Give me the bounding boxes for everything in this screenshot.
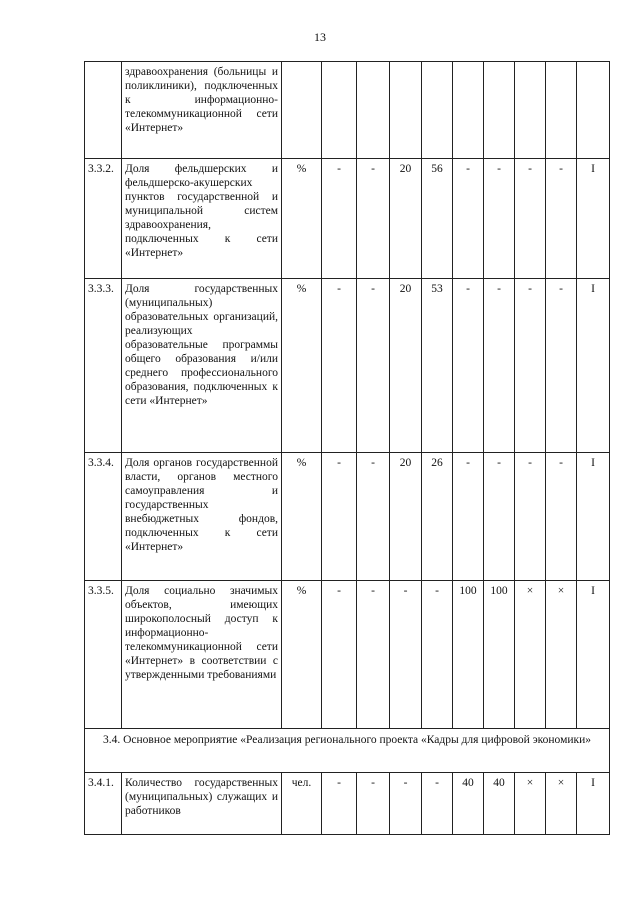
row-number: 3.4.1. (85, 773, 122, 835)
page-number: 13 (314, 30, 326, 44)
priority-cell: I (577, 159, 610, 279)
value-cell: - (546, 279, 577, 453)
table-row (85, 773, 610, 835)
indicator-name: Доля социально значимых объектов, имеющих широкополосный доступ к информационно-телекоммуникационной сети «Интернет» в соответствии с утвержденными требованиями (122, 581, 282, 729)
unit-cell: чел. (282, 773, 322, 835)
value-cell: 40 (453, 773, 484, 835)
value-cell: - (357, 773, 390, 835)
section-row (85, 729, 610, 773)
table-row (85, 62, 610, 159)
value-cell: - (390, 773, 422, 835)
value-cell: - (357, 159, 390, 279)
indicator-name: Доля государственных (муниципальных) образовательных организаций, реализующих образовательные программы общего образования и/или среднего профессионального образования, подключенных к сети «Интернет» (122, 279, 282, 453)
indicator-table (84, 61, 610, 835)
section-heading: 3.4. Основное мероприятие «Реализация регионального проекта «Кадры для цифровой экономики» (85, 729, 610, 773)
value-cell: - (484, 453, 515, 581)
unit-cell: % (282, 159, 322, 279)
row-number: 3.3.3. (85, 279, 122, 453)
value-cell: × (546, 773, 577, 835)
unit-cell: % (282, 279, 322, 453)
table-row (85, 453, 610, 581)
priority-cell: I (577, 453, 610, 581)
value-cell: × (515, 773, 546, 835)
value-cell (515, 62, 546, 159)
value-cell (390, 62, 422, 159)
unit-cell: % (282, 581, 322, 729)
unit-cell (282, 62, 322, 159)
value-cell (546, 62, 577, 159)
row-number: 3.3.5. (85, 581, 122, 729)
value-cell: - (422, 773, 453, 835)
value-cell: - (422, 581, 453, 729)
value-cell: - (390, 581, 422, 729)
value-cell: - (546, 159, 577, 279)
value-cell (322, 62, 357, 159)
value-cell: - (453, 279, 484, 453)
value-cell: 40 (484, 773, 515, 835)
value-cell: - (357, 279, 390, 453)
value-cell: 56 (422, 159, 453, 279)
priority-cell (577, 62, 610, 159)
value-cell: - (546, 453, 577, 581)
value-cell: 53 (422, 279, 453, 453)
value-cell: - (322, 773, 357, 835)
value-cell: 100 (484, 581, 515, 729)
value-cell: × (546, 581, 577, 729)
value-cell: 20 (390, 453, 422, 581)
table-row (85, 581, 610, 729)
value-cell: 20 (390, 159, 422, 279)
value-cell: - (453, 453, 484, 581)
indicator-name: Доля органов государственной власти, органов местного самоуправления и государственных внебюджетных фондов, подключенных к сети «Интернет» (122, 453, 282, 581)
priority-cell: I (577, 773, 610, 835)
value-cell: - (484, 279, 515, 453)
value-cell: - (515, 453, 546, 581)
value-cell: - (322, 581, 357, 729)
unit-cell: % (282, 453, 322, 581)
row-number: 3.3.4. (85, 453, 122, 581)
value-cell: - (322, 159, 357, 279)
value-cell: × (515, 581, 546, 729)
value-cell: - (515, 159, 546, 279)
value-cell: - (322, 279, 357, 453)
priority-cell: I (577, 279, 610, 453)
indicator-name: здравоохранения (больницы и поликлиники), подключенных к информационно-телекоммуникационной сети «Интернет» (122, 62, 282, 159)
table-row (85, 159, 610, 279)
value-cell (453, 62, 484, 159)
value-cell: - (484, 159, 515, 279)
value-cell: 20 (390, 279, 422, 453)
value-cell (357, 62, 390, 159)
indicator-name: Количество государственных (муниципальных) служащих и работников (122, 773, 282, 835)
value-cell: - (322, 453, 357, 581)
row-number (85, 62, 122, 159)
value-cell: - (357, 453, 390, 581)
row-number: 3.3.2. (85, 159, 122, 279)
indicator-name: Доля фельдшерских и фельдшерско-акушерских пунктов государственной и муниципальной систем здравоохранения, подключенных к сети «Интернет» (122, 159, 282, 279)
value-cell: 26 (422, 453, 453, 581)
value-cell: - (357, 581, 390, 729)
value-cell (422, 62, 453, 159)
value-cell: - (515, 279, 546, 453)
table-row (85, 279, 610, 453)
value-cell: - (453, 159, 484, 279)
priority-cell: I (577, 581, 610, 729)
value-cell (484, 62, 515, 159)
value-cell: 100 (453, 581, 484, 729)
